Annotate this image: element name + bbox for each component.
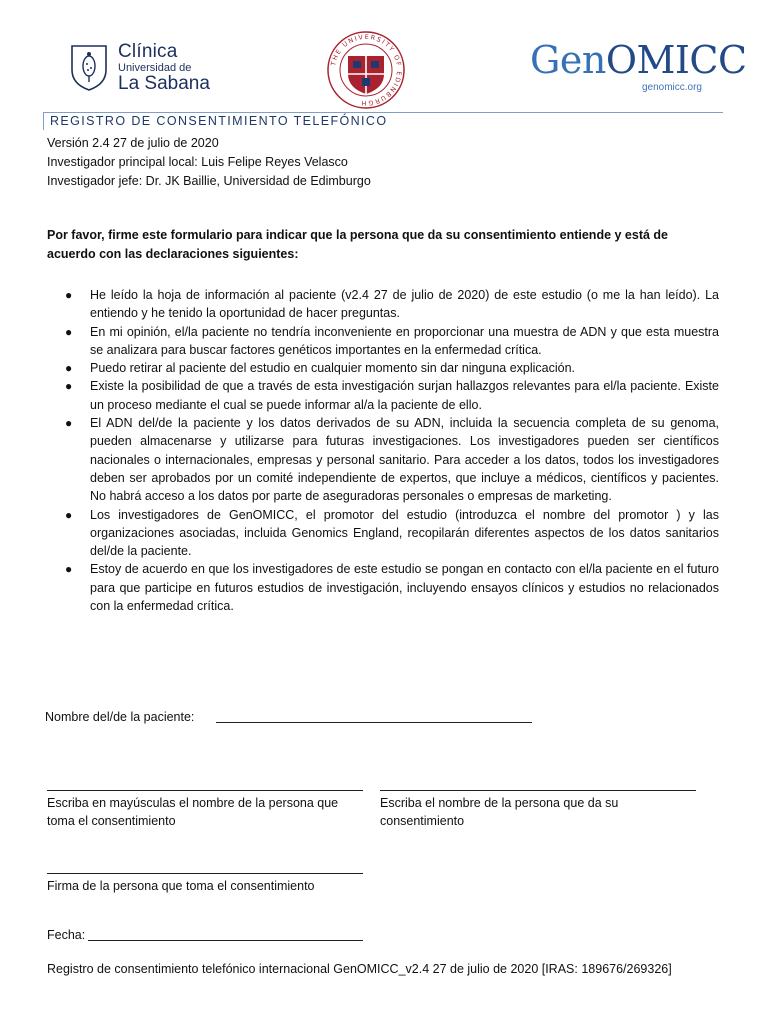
university-of-edinburgh-seal <box>326 30 406 110</box>
statements-list <box>47 286 719 615</box>
genomicc-url: genomicc.org <box>641 82 702 93</box>
clinica-universidad-de-la-sabana-logo <box>68 42 228 98</box>
logo-row <box>0 30 768 110</box>
bullet-icon: ● <box>65 361 73 376</box>
statement-item <box>47 560 719 615</box>
statement-item <box>47 377 719 414</box>
consent-taker-name-label: Escriba en mayúsculas el nombre de la persona que toma el consentimiento <box>47 796 339 828</box>
genomicc-logo <box>530 38 747 98</box>
signature-line[interactable] <box>47 873 363 874</box>
date-label: Fecha: <box>47 928 86 942</box>
sabana-line-3: La Sabana <box>118 73 210 94</box>
patient-name-line[interactable] <box>216 722 532 723</box>
statement-item <box>47 506 719 561</box>
statement-text: He leído la hoja de información al paciente (v2.4 27 de julio de 2020) de este estudio (o me la han leído). La entiendo y he tenido la oportunidad de hacer preguntas. <box>90 288 719 321</box>
consent-giver-name-label: Escriba el nombre de la persona que da su consentimiento <box>380 796 619 828</box>
statement-item <box>47 359 719 377</box>
bullet-icon: ● <box>65 324 73 339</box>
footer-text: Registro de consentimiento telefónico internacional GenOMICC_v2.4 27 de julio de 2020 [IRAS: 189676/269326] <box>47 962 672 976</box>
consent-taker-name-line[interactable] <box>47 790 363 791</box>
sabana-line-1: Clínica <box>118 41 178 62</box>
statement-item <box>47 286 719 323</box>
statement-text: Los investigadores de GenOMICC, el promotor del estudio (introduzca el nombre del promotor ) y las organizaciones asociadas, incluida Genomics England, recopilarán diferentes aspectos de los datos sanitarios del/de la paciente. <box>90 507 719 559</box>
statement-text: Existe la posibilidad de que a través de esta investigación surjan hallazgos relevantes para el/la paciente. Existe un proceso mediante el cual se puede informar al/a la paciente de ello. <box>90 379 719 412</box>
statement-item <box>47 323 719 360</box>
sabana-shield-icon <box>68 42 110 92</box>
statement-text: Estoy de acuerdo en que los investigadores de este estudio se pongan en contacto con el/la paciente en el futuro para que participe en futuros estudios de investigación, incluyendo ensayos clínicos y estudios no relacionados con la enfermedad crítica. <box>90 562 719 614</box>
sabana-line-2: Universidad de <box>118 62 192 74</box>
bullet-icon: ● <box>65 562 73 577</box>
bullet-icon: ● <box>65 507 73 522</box>
version-line: Versión 2.4 27 de julio de 2020 <box>47 136 219 150</box>
sabana-wordmark <box>118 42 210 94</box>
title-box <box>43 112 723 130</box>
date-line[interactable] <box>88 940 363 941</box>
chief-investigator-line: Investigador jefe: Dr. JK Baillie, Universidad de Edimburgo <box>47 174 371 188</box>
document-title: REGISTRO DE CONSENTIMIENTO TELEFÓNICO <box>50 114 388 128</box>
edinburgh-ring-text: THE UNIVERSITY OF EDINBURGH <box>329 32 404 108</box>
signature-label: Firma de la persona que toma el consentimiento <box>47 879 315 893</box>
statement-text: Puedo retirar al paciente del estudio en cualquier momento sin dar ninguna explicación. <box>90 361 576 376</box>
statement-item <box>47 414 719 505</box>
genomicc-wordmark: GenOMICC <box>530 38 747 82</box>
bullet-icon: ● <box>65 288 73 302</box>
statement-text: El ADN del/de la paciente y los datos derivados de su ADN, incluida la secuencia completa de su genoma, pueden almacenarse y utilizarse para futuras investigaciones. Los investigadores pueden ser científicos nacionales o internacionales, empresas y personal sanitario. Para acceder a los datos, todos los investigadores deben ser aprobados por un comité independiente de expertos, que incluye a médicos, científicos y pacientes. No habrá acceso a los datos por parte de aseguradoras personales o empresas de marketing. <box>90 416 719 504</box>
patient-name-label: Nombre del/de la paciente: <box>45 710 195 724</box>
bullet-icon: ● <box>65 379 73 394</box>
bullet-icon: ● <box>65 416 73 431</box>
statement-text: En mi opinión, el/la paciente no tendría inconveniente en proporcionar una muestra de ADN y que esta muestra se analizara para buscar factores genéticos importantes en la enfermedad crítica. <box>90 324 719 357</box>
consent-giver-name-line[interactable] <box>380 790 696 791</box>
intro-paragraph: Por favor, firme este formulario para indicar que la persona que da su consentimiento entiende y está de acuerdo con las declaraciones siguientes: <box>47 228 669 261</box>
local-investigator-line: Investigador principal local: Luis Felipe Reyes Velasco <box>47 155 348 169</box>
